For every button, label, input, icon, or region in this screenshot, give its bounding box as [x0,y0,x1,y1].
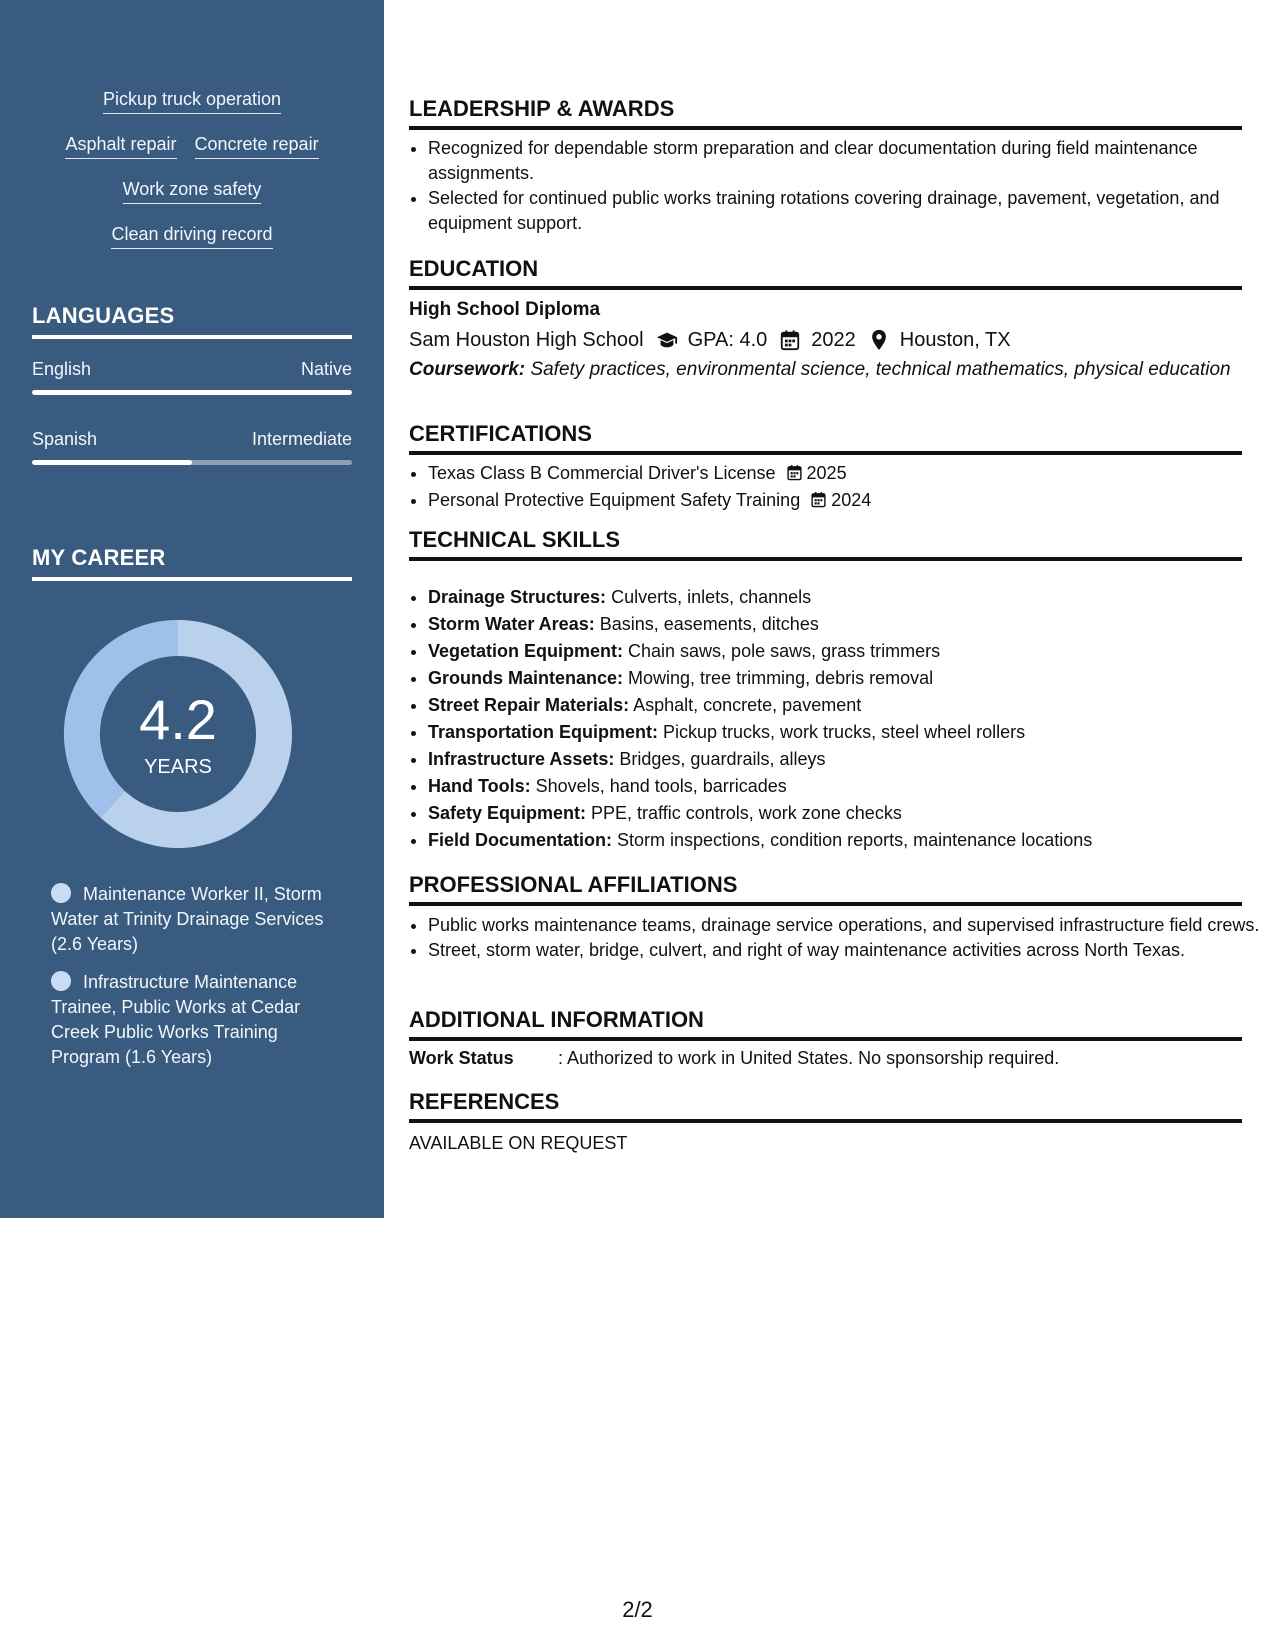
skill-label: Safety Equipment: [428,803,587,823]
location-pin-icon [868,329,890,351]
coursework [409,358,1242,382]
certifications-heading: CERTIFICATIONS [409,421,1242,455]
affiliations-list [409,913,1261,963]
certification-name: Personal Protective Equipment Safety Training [428,490,801,510]
career-item [51,970,331,1070]
skill-tag: Work zone safety [123,178,262,204]
education-meta [409,326,1242,354]
education-entry [409,297,1242,382]
language-name: Spanish [32,429,98,449]
career-dot-icon [51,971,71,991]
language-level: Native [300,359,352,379]
certification-year: 2025 [806,463,847,483]
skill-row [0,223,384,249]
skill-tag: Pickup truck operation [103,88,281,114]
skill-label: Street Repair Materials: [428,695,630,715]
career-dot-icon [51,883,71,903]
list-item: • Recognized for dependable storm preparation and clear documentation during field maintenance assignments. [428,136,1261,186]
career-donut-chart [62,618,294,850]
skill-label: Infrastructure Assets: [428,749,615,769]
skill-value: Pickup trucks, work trucks, steel wheel rollers [658,722,1026,742]
list-item [428,460,1261,487]
list-item [428,719,1261,746]
skill-label: Hand Tools: [428,776,531,796]
calendar-icon [786,464,803,481]
skill-value: Storm inspections, condition reports, maintenance locations [612,830,1093,850]
language-level: Intermediate [251,429,352,449]
career-total-unit: YEARS [144,756,212,778]
career-heading: MY CAREER [32,545,352,581]
languages-heading: LANGUAGES [32,303,352,339]
list-item [428,584,1261,611]
technical-skills-heading: TECHNICAL SKILLS [409,527,1242,561]
skill-row [0,178,384,204]
language-bar-fill [32,390,352,395]
skill-tag: Concrete repair [195,133,319,159]
school-location: Houston, TX [899,329,1011,351]
skill-label: Storm Water Areas: [428,614,595,634]
sidebar [0,0,384,1218]
skill-value: Shovels, hand tools, barricades [530,776,787,796]
skill-row [0,133,384,159]
calendar-icon [810,491,827,508]
additional-info-heading: ADDITIONAL INFORMATION [409,1007,1242,1041]
skill-row [0,88,384,114]
career-item [51,882,331,957]
skill-label: Drainage Structures: [428,587,607,607]
skill-tag: Clean driving record [111,223,272,249]
skill-value: PPE, traffic controls, work zone checks [586,803,902,823]
skill-label: Vegetation Equipment: [428,641,624,661]
education-heading: EDUCATION [409,256,1242,290]
references-heading: REFERENCES [409,1089,1242,1123]
skill-label: Grounds Maintenance: [428,668,624,688]
skill-value: Culverts, inlets, channels [606,587,812,607]
gpa: GPA: 4.0 [687,329,768,351]
list-item [428,773,1261,800]
language-bar-fill [32,460,192,465]
degree-title: High School Diploma [409,299,601,320]
certification-year: 2024 [831,490,872,510]
skill-value: Asphalt, concrete, pavement [629,695,862,715]
language-english [32,359,352,395]
certifications-list [409,460,1261,514]
certification-name: Texas Class B Commercial Driver's License [428,463,776,483]
skill-label: Field Documentation: [428,830,612,850]
graduation-year: 2022 [811,329,856,351]
work-status-value: : Authorized to work in United States. No sponsorship required. [558,1048,1060,1068]
skill-value: Chain saws, pole saws, grass trimmers [623,641,941,661]
technical-skills-list [409,584,1261,854]
language-bar [32,390,352,395]
references-text: AVAILABLE ON REQUEST [409,1133,628,1153]
skill-value: Mowing, tree trimming, debris removal [623,668,934,688]
language-name: English [32,359,92,379]
list-item [428,638,1261,665]
coursework-text: Safety practices, environmental science, technical mathematics, physical education [525,359,1231,380]
career-item-text: Maintenance Worker II, Storm Water at Trinity Drainage Services (2.6 Years) [51,884,324,954]
list-item: • Selected for continued public works training rotations covering drainage, pavement, vegetation, and equipment support. [428,186,1261,236]
affiliations-heading: PROFESSIONAL AFFILIATIONS [409,872,1242,906]
leadership-list [409,136,1261,236]
skill-value: Bridges, guardrails, alleys [614,749,826,769]
list-item [428,746,1261,773]
school-name: Sam Houston High School [409,329,644,351]
list-item: • Street, storm water, bridge, culvert, and right of way maintenance activities across North Texas. [428,938,1261,963]
calendar-icon [779,329,801,351]
skill-label: Transportation Equipment: [428,722,659,742]
list-item [428,611,1261,638]
work-status-label: Work Status [409,1048,514,1068]
list-item [428,827,1261,854]
coursework-label: Coursework: [409,359,526,380]
list-item [428,800,1261,827]
career-item-text: Infrastructure Maintenance Trainee, Public Works at Cedar Creek Public Works Training Program (1.6 Years) [51,972,301,1067]
list-item [428,692,1261,719]
language-spanish [32,429,352,465]
skill-value: Basins, easements, ditches [594,614,819,634]
list-item [428,487,1261,514]
language-bar [32,460,352,465]
work-status-row [409,1048,1242,1069]
skill-tag: Asphalt repair [65,133,176,159]
list-item: • Public works maintenance teams, drainage service operations, and supervised infrastructure field crews. [428,913,1261,938]
leadership-heading: LEADERSHIP & AWARDS [409,96,1242,130]
page-number: 2/2 [622,1597,653,1622]
list-item [428,665,1261,692]
career-total-years: 4.2 [139,688,217,751]
graduation-cap-icon [656,329,678,351]
